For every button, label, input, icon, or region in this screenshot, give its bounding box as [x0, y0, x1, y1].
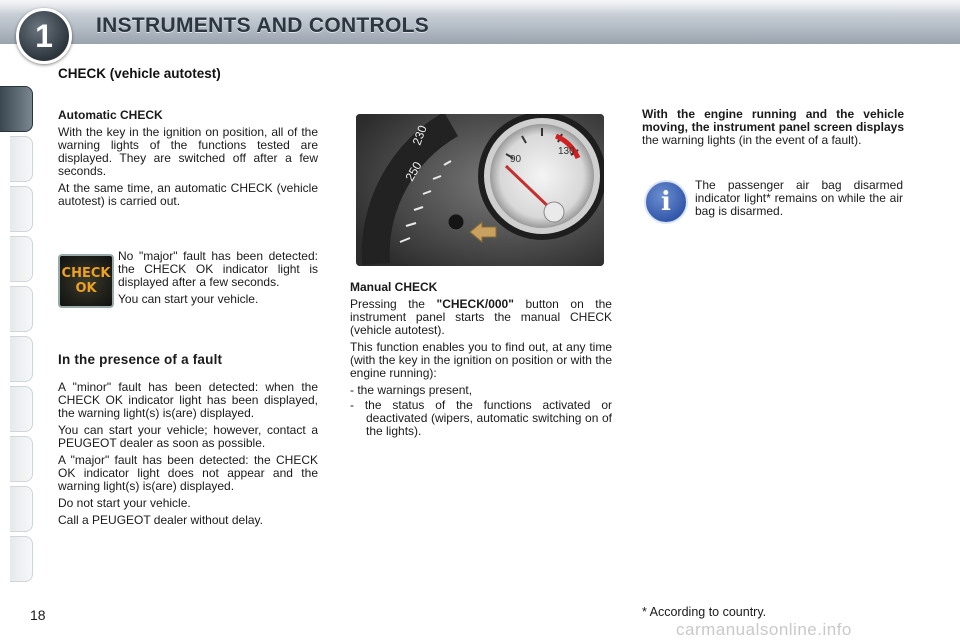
manual-check-para: This function enables you to find out, at any time (with the key in the ignition on position or with the engine running): [350, 340, 612, 380]
check-ok-note [118, 250, 318, 310]
instrument-panel-photo [356, 114, 604, 266]
chapter-title: INSTRUMENTS AND CONTROLS [96, 14, 430, 37]
list-item: - the warnings present, [350, 383, 473, 397]
manual-check-heading: Manual CHECK [350, 280, 438, 294]
check-button-name: "CHECK/000" [436, 297, 514, 311]
speed-label: 230 [409, 123, 430, 148]
header-shine [0, 0, 960, 14]
side-tab[interactable] [10, 386, 33, 432]
check-ok-label: CHECK [61, 266, 111, 281]
chapter-number-badge: 1 [16, 8, 72, 64]
gauge-hub [544, 202, 564, 222]
manual-check-text: button on the instrument panel starts the manual CHECK (vehicle autotest). [350, 297, 612, 337]
side-tab[interactable] [10, 486, 33, 532]
gauge-label: 130 [558, 146, 575, 157]
footnote: * According to country. [642, 605, 767, 619]
side-tab[interactable] [10, 236, 33, 282]
manual-check-list [350, 384, 612, 438]
automatic-check-para: At the same time, an automatic CHECK (vehicle autotest) is carried out. [58, 181, 318, 208]
speed-label: 250 [402, 159, 425, 184]
side-tab[interactable] [10, 186, 33, 232]
info-icon: i [644, 180, 688, 224]
gauge-label: 90 [510, 154, 522, 165]
check-ok-indicator-icon [58, 254, 114, 308]
manual-check-section [350, 280, 612, 440]
engine-running-bold: With the engine running and the vehicle moving, the instrument panel screen displays [642, 107, 904, 134]
fault-para: A "minor" fault has been detected: when the CHECK OK indicator light has been displayed, the warning light(s) is(are) displayed. [58, 380, 318, 420]
fault-para: Call a PEUGEOT dealer without delay. [58, 513, 263, 527]
side-tab[interactable] [10, 536, 33, 582]
side-tab[interactable] [10, 436, 33, 482]
manual-check-text: Pressing the [350, 297, 437, 311]
engine-running-para [642, 108, 904, 147]
check-ok-text: No "major" fault has been detected: the CHECK OK indicator light is displayed after a few seconds. [118, 249, 318, 289]
engine-running-text: the warning lights (in the event of a fault). [642, 133, 862, 147]
automatic-check-heading: Automatic CHECK [58, 108, 163, 122]
automatic-check-section [58, 108, 318, 212]
side-chapter-tabs [0, 70, 44, 590]
automatic-check-para: With the key in the ignition on position, all of the warning lights of the functions tested are displayed. They are switched off after a few seconds. [58, 125, 318, 178]
fault-para: Do not start your vehicle. [58, 496, 191, 510]
side-tab[interactable] [10, 136, 33, 182]
check-button-knob[interactable] [448, 214, 464, 230]
list-item: - the status of the functions activated or deactivated (wipers, automatic switching on of the lights). [350, 398, 612, 438]
engine-running-section [642, 108, 904, 151]
side-tab[interactable] [10, 336, 33, 382]
fault-heading: In the presence of a fault [58, 352, 223, 367]
side-tab[interactable] [10, 286, 33, 332]
check-ok-label: OK [75, 281, 97, 296]
gauge-face [490, 124, 594, 228]
instrument-panel-illustration [356, 114, 604, 266]
fault-para: You can start your vehicle; however, contact a PEUGEOT dealer as soon as possible. [58, 423, 318, 450]
manual-check-para [350, 298, 612, 337]
section-title: CHECK (vehicle autotest) [58, 66, 221, 81]
airbag-info-text: The passenger air bag disarmed indicator light* remains on while the air bag is disarmed. [695, 178, 903, 218]
page-number: 18 [30, 607, 46, 623]
fault-section [58, 352, 318, 531]
side-tab-active[interactable] [0, 86, 33, 132]
watermark: carmanualsonline.info [676, 620, 852, 639]
airbag-info-note [695, 179, 903, 222]
check-ok-text: You can start your vehicle. [118, 292, 259, 306]
fault-para: A "major" fault has been detected: the CHECK OK indicator light does not appear and the warning light(s) is(are) displayed. [58, 453, 318, 493]
